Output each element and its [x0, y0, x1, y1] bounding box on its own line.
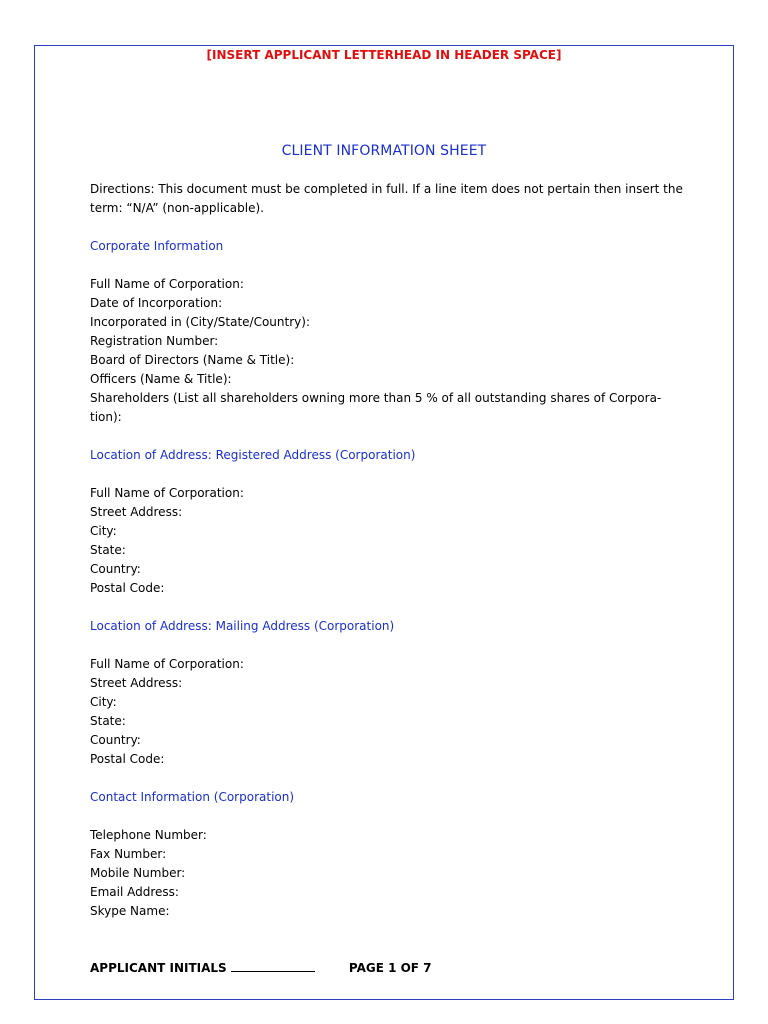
field-label: City: — [90, 695, 117, 709]
field-label: Full Name of Corporation: — [90, 277, 244, 291]
field-label: Street Address: — [90, 505, 183, 519]
applicant-initials-label: APPLICANT INITIALS — [90, 961, 227, 975]
field-label: Telephone Number: — [90, 828, 207, 842]
letterhead-placeholder: [INSERT APPLICANT LETTERHEAD IN HEADER SPACE] — [206, 48, 562, 62]
section-registered-address — [90, 446, 690, 598]
document-body — [90, 180, 690, 921]
section-mailing-address — [90, 617, 690, 769]
field-list — [90, 484, 690, 598]
page-footer — [90, 960, 432, 975]
field-label: Full Name of Corporation: — [90, 657, 244, 671]
field-label: Country: — [90, 733, 141, 747]
field-label: Email Address: — [90, 885, 179, 899]
section-heading: Location of Address: Mailing Address (Corporation) — [90, 619, 395, 633]
field-label: Shareholders (List all shareholders owning more than 5 % of all outstanding shares of Corpora-tion): — [90, 391, 662, 424]
field-label: Postal Code: — [90, 752, 165, 766]
page-title: CLIENT INFORMATION SHEET — [281, 143, 487, 159]
field-label: Street Address: — [90, 676, 183, 690]
initials-blank-line — [231, 960, 315, 972]
field-label: Skype Name: — [90, 904, 170, 918]
field-label: Fax Number: — [90, 847, 167, 861]
field-label: Incorporated in (City/State/Country): — [90, 315, 310, 329]
field-label: Officers (Name & Title): — [90, 372, 232, 386]
section-corporate-information — [90, 237, 690, 427]
section-contact-information — [90, 788, 690, 921]
field-label: Board of Directors (Name & Title): — [90, 353, 295, 367]
directions-text: Directions: This document must be completed in full. If a line item does not pertain then insert the term: “N/A” (non-applicable). — [90, 182, 683, 215]
field-list — [90, 826, 690, 921]
field-label: Country: — [90, 562, 141, 576]
field-label: Registration Number: — [90, 334, 219, 348]
field-label: Date of Incorporation: — [90, 296, 223, 310]
section-heading: Corporate Information — [90, 239, 224, 253]
field-label: Mobile Number: — [90, 866, 186, 880]
section-heading: Contact Information (Corporation) — [90, 790, 295, 804]
field-list — [90, 655, 690, 769]
page-number: PAGE 1 OF 7 — [348, 961, 432, 975]
field-label: Postal Code: — [90, 581, 165, 595]
field-list — [90, 275, 690, 427]
field-label: City: — [90, 524, 117, 538]
section-heading: Location of Address: Registered Address (Corporation) — [90, 448, 416, 462]
field-label: State: — [90, 714, 126, 728]
field-label: Full Name of Corporation: — [90, 486, 244, 500]
field-label: State: — [90, 543, 126, 557]
